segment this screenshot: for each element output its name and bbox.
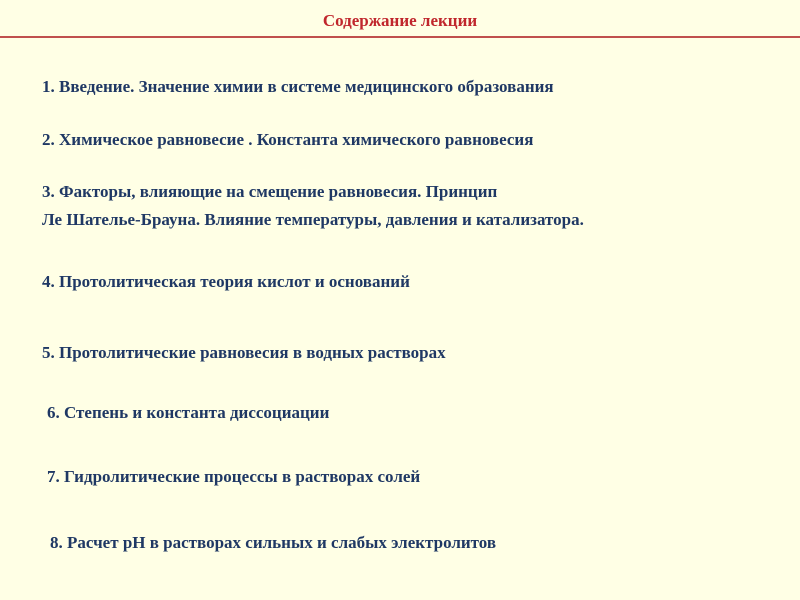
outline-item-7: 7. Гидролитические процессы в растворах солей	[47, 467, 421, 486]
outline-item-4: 4. Протолитическая теория кислот и оснований	[42, 272, 410, 291]
slide-title: Содержание лекции	[322, 11, 478, 30]
outline-item-5: 5. Протолитические равновесия в водных растворах	[42, 343, 446, 362]
outline-item-3-line-2: Ле Шателье-Брауна. Влияние температуры, давления и катализатора.	[42, 210, 584, 229]
outline-item-2: 2. Химическое равновесие . Константа химического равновесия	[42, 130, 534, 149]
outline-item-8: 8. Расчет рН в растворах сильных и слабых электролитов	[50, 533, 497, 552]
title-divider	[0, 36, 800, 38]
outline-item-1: 1. Введение. Значение химии в системе медицинского образования	[42, 77, 554, 96]
outline-item-6: 6. Степень и константа диссоциации	[47, 403, 330, 422]
outline-item-3-line-1: 3. Факторы, влияющие на смещение равновесия. Принцип	[42, 182, 498, 201]
